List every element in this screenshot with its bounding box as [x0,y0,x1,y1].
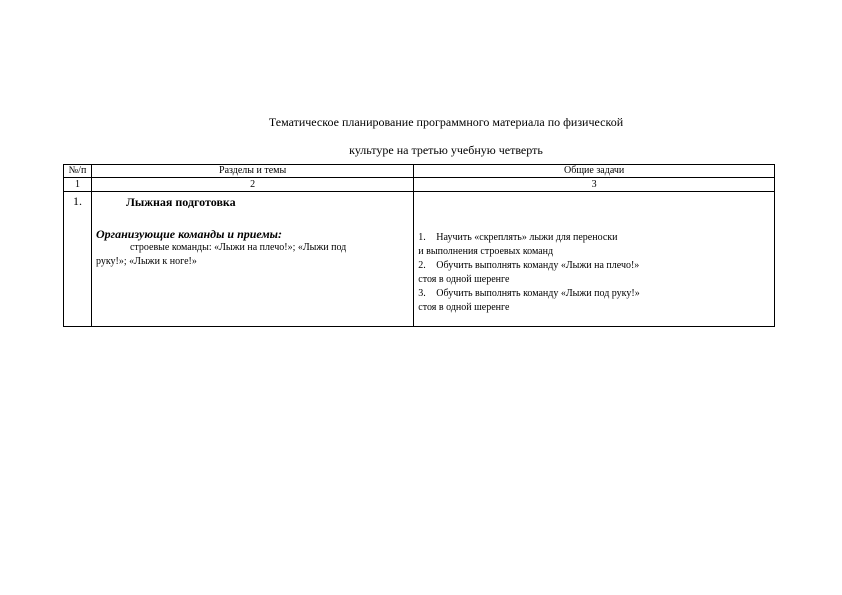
task-2-text: Обучить выполнять команду «Лыжи на плечо!» [436,260,640,271]
section-title: Лыжная подготовка [125,195,236,209]
header-number: №/п [64,165,92,178]
task-2-line-2: стоя в одной шеренге [418,274,510,285]
task-1-line-1 [418,231,770,245]
table-row [64,192,775,327]
task-3-number: 3. [418,288,426,299]
task-1-line-2: и выполнения строевых команд [418,246,554,257]
column-index-3: 3 [414,178,775,192]
planning-table [63,164,775,327]
document-title-line-2: культуре на третью учебную четверть [349,143,543,157]
task-3-line-1 [418,287,770,301]
task-3-line-2: стоя в одной шеренге [418,302,510,313]
tasks-cell [414,192,775,327]
column-index-row [64,178,775,192]
column-index-2: 2 [91,178,413,192]
row-number: 1. [72,194,82,208]
row-number-cell [64,192,92,327]
task-3-text: Обучить выполнять команду «Лыжи под руку!» [436,288,640,299]
table-header-row [64,165,775,178]
topic-body-text: строевые команды: «Лыжи на плечо!»; «Лыжи под руку!»; «Лыжи к ноге!» [95,242,347,267]
column-index-1: 1 [64,178,92,192]
task-1-text: Научить «скреплять» лыжи для переноски [436,232,618,243]
header-sections-topics: Разделы и темы [91,165,413,178]
topic-cell [91,192,413,327]
tasks-list [418,231,770,315]
task-2-line-1 [418,259,770,273]
task-2-number: 2. [418,260,426,271]
document-title-line-1: Тематическое планирование программного материала по физической [268,115,624,129]
task-1-number: 1. [418,232,426,243]
header-general-tasks: Общие задачи [414,165,775,178]
sub-heading: Организующие команды и приемы: [95,227,283,241]
